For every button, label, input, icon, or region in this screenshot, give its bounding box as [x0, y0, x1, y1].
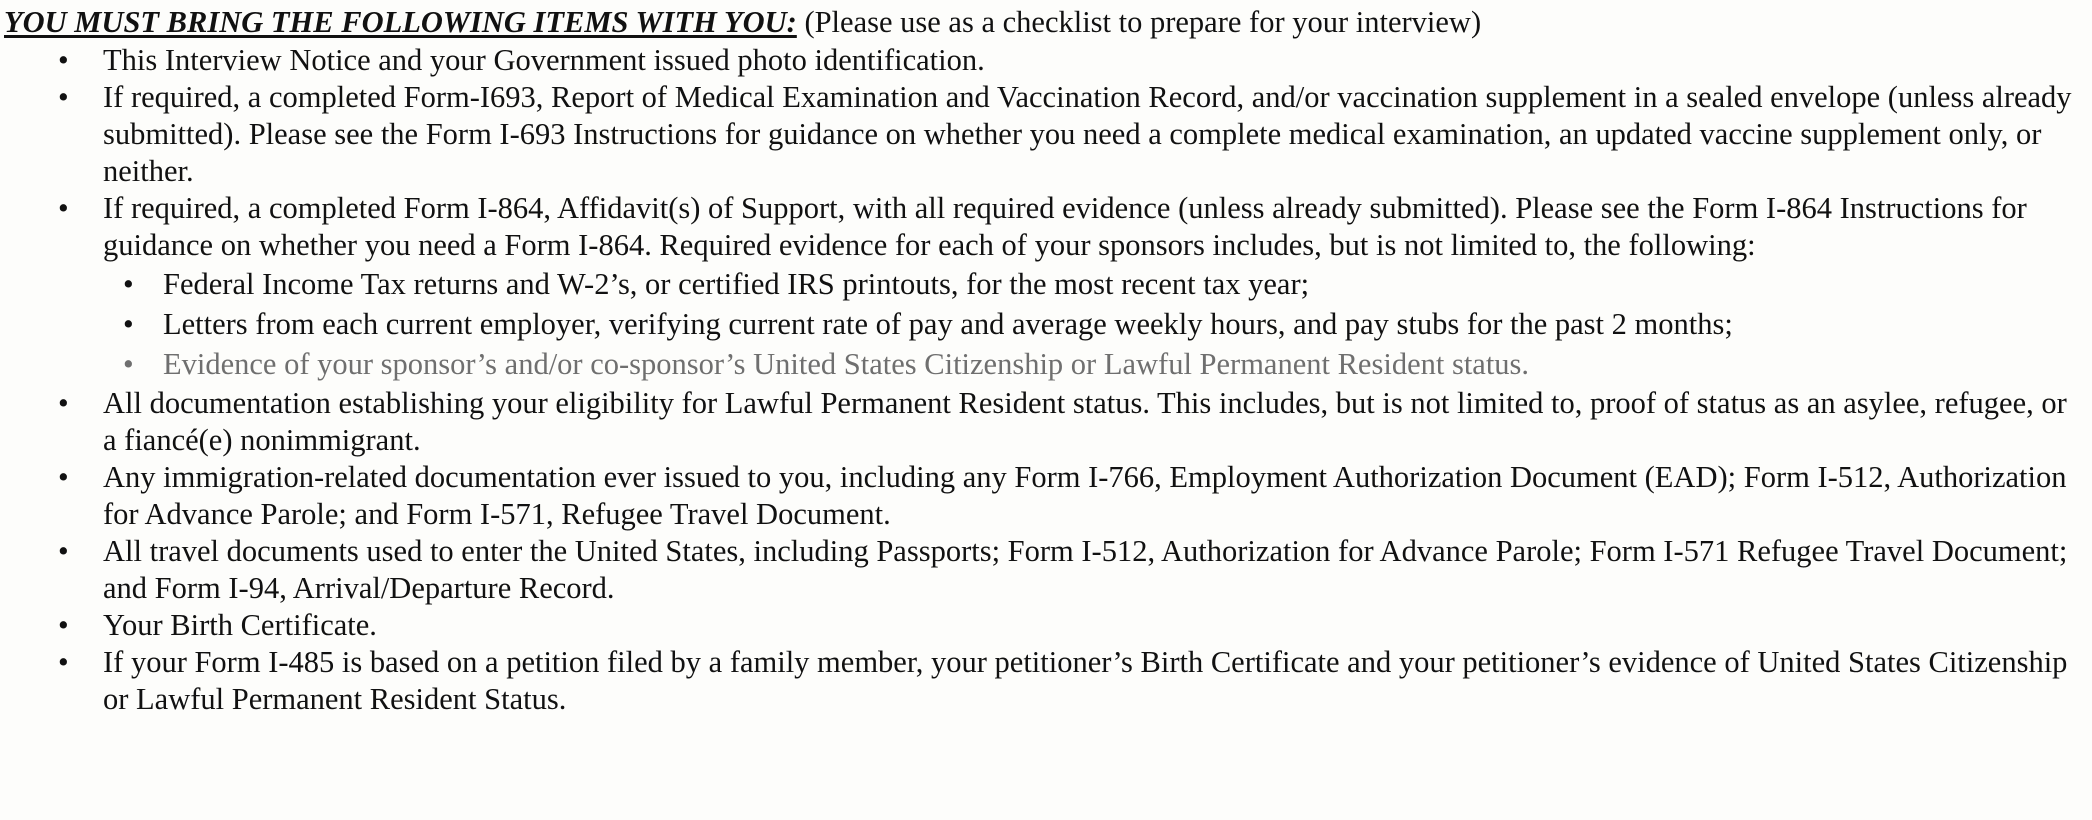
heading-note: (Please use as a checklist to prepare for your interview) — [804, 5, 1482, 39]
bullet-icon: • — [58, 608, 69, 642]
bullet-icon: • — [58, 80, 69, 114]
list-item — [0, 190, 2092, 384]
sub-list-item-text: Letters from each current employer, verifying current rate of pay and average weekly hours, and pay stubs for the past 2 months; — [163, 307, 1733, 341]
sub-list-item — [103, 264, 2074, 304]
list-item-text: All travel documents used to enter the United States, including Passports; Form I-512, Authorization for Advance Parole; Form I-571 Refugee Travel Document; and Form I-94, Arrival/Departure Record. — [103, 534, 2068, 605]
list-item-text: Your Birth Certificate. — [103, 608, 377, 642]
bullet-icon: • — [58, 534, 69, 568]
sub-list-item-text: Federal Income Tax returns and W-2’s, or certified IRS printouts, for the most recent tax year; — [163, 267, 1310, 301]
list-item — [0, 79, 2092, 190]
required-items-list — [0, 42, 2092, 718]
bullet-icon: • — [123, 307, 134, 341]
heading-lead: YOU MUST BRING THE FOLLOWING ITEMS WITH YOU: — [4, 5, 797, 39]
list-item-text: This Interview Notice and your Government issued photo identification. — [103, 43, 985, 77]
list-item — [0, 42, 2092, 79]
bullet-icon: • — [58, 460, 69, 494]
bullet-icon: • — [58, 386, 69, 420]
list-item-text: Any immigration-related documentation ever issued to you, including any Form I-766, Employment Authorization Document (EAD); Form I-512, Authorization for Advance Parole; and Form I-571, Refugee Travel Document. — [103, 460, 2067, 531]
list-item-text: All documentation establishing your eligibility for Lawful Permanent Resident status. This includes, but is not limited to, proof of status as an asylee, refugee, or a fiancé(e) nonimmigrant. — [103, 386, 2067, 457]
list-item — [0, 607, 2092, 644]
list-item — [0, 533, 2092, 607]
bullet-icon: • — [123, 267, 134, 301]
checklist-heading — [4, 2, 1481, 42]
list-item-text: If required, a completed Form-I693, Report of Medical Examination and Vaccination Record, and/or vaccination supplement in a sealed envelope (unless already submitted). Please see the Form I-693 Instructions for guidance on whether you need a complete medical examination, an updated vaccine supplement only, or neither. — [103, 80, 2072, 188]
bullet-icon: • — [58, 191, 69, 225]
list-item — [0, 459, 2092, 533]
bullet-icon: • — [58, 43, 69, 77]
sub-list-item — [103, 304, 2074, 344]
bullet-icon: • — [58, 645, 69, 679]
sponsor-evidence-sublist — [103, 264, 2074, 384]
sub-list-item-text: Evidence of your sponsor’s and/or co-sponsor’s United States Citizenship or Lawful Permanent Resident status. — [163, 347, 1530, 381]
list-item — [0, 385, 2092, 459]
bullet-icon: • — [123, 347, 134, 381]
list-item-text: If your Form I-485 is based on a petition filed by a family member, your petitioner’s Birth Certificate and your petitioner’s evidence of United States Citizenship or Lawful Permanent Resident Status. — [103, 645, 2068, 716]
sub-list-item — [103, 344, 2074, 384]
list-item-text: If required, a completed Form I-864, Affidavit(s) of Support, with all required evidence (unless already submitted). Please see the Form I-864 Instructions for guidance on whether you need a Form I-864. Required evidence for each of your sponsors includes, but is not limited to, the following: — [103, 191, 2027, 262]
list-item — [0, 644, 2092, 718]
